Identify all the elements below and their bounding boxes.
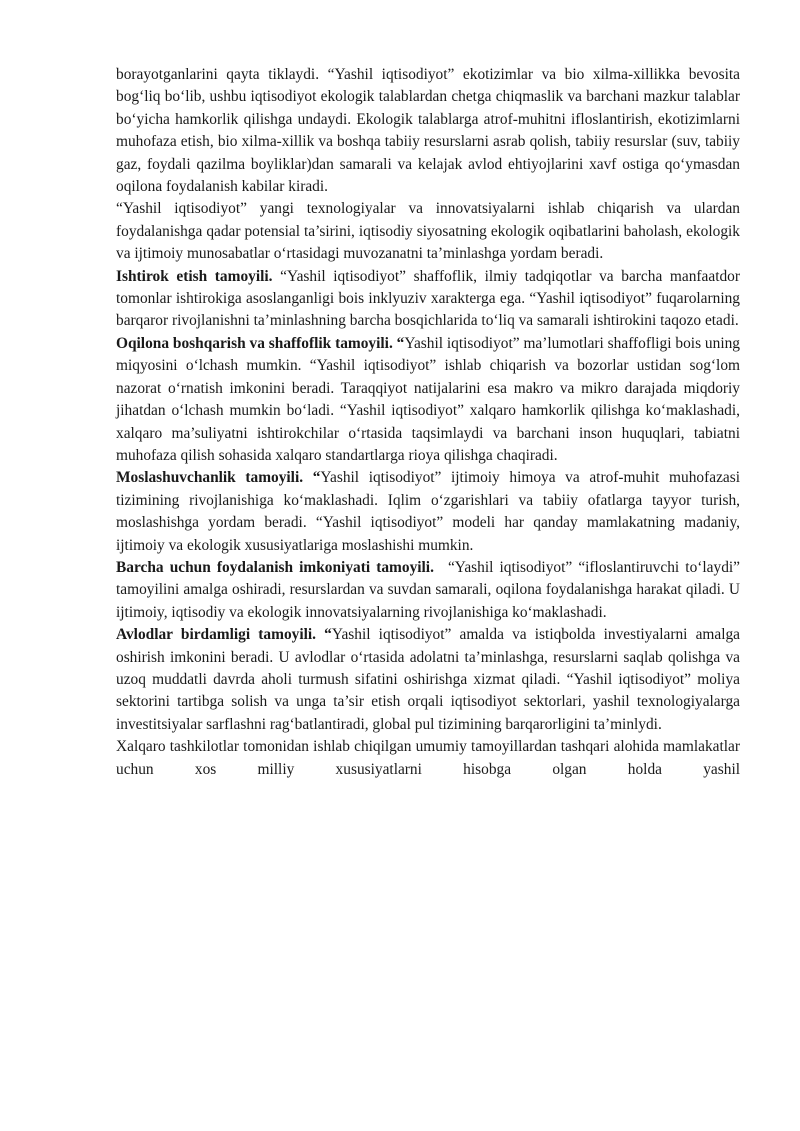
paragraph-4-text: Yashil iqtisodiyot” ma’lumotlari shaffofligi bois uning miqyosini o‘lchash mumkin. “Yashil iqtisodiyot” ishlab chiqarish va bozorlar ustidan sog‘lom nazorat o‘rnatish imkonini beradi. Taraqqiyot natijalarini esa makro va mikro darajada miqdoriy jihatdan o‘lchash mumkin bo‘ladi. “Yashil iqtisodiyot” xalqaro hamkorlik qilishga ko‘maklashadi, xalqaro ma’suliyatni ishtirokchilar o‘rtasida taqsimlaydi va barchani inson huquqlari, tabiatni muhofaza qilish sohasida xalqaro standartlarga rioya qilishga chaqiradi. <box>116 334 740 464</box>
paragraph-7-heading: Avlodlar birdamligi tamoyili. “ <box>116 626 332 644</box>
paragraph-8-text: Xalqaro tashkilotlar tomonidan ishlab chiqilgan umumiy tamoyillardan tashqari alohida mamlakatlar uchun xos milliy xususiyatlarni hisobga olgan holda yashil <box>116 738 740 778</box>
paragraph-5-text: Yashil iqtisodiyot” ijtimoiy himoya va atrof-muhit muhofazasi tizimining rivojlanishiga ko‘maklashadi. Iqlim o‘zgarishlari va tabiiy ofatlarga tayyor turish, moslashishga yordam beradi. “Yashil iqtisodiyot” modeli har qanday mamlakatning madaniy, ijtimoiy va ekologik xususiyatlariga moslashishi mumkin. <box>116 469 741 554</box>
paragraph-2 <box>116 198 740 265</box>
paragraph-3-text: “Yashil iqtisodiyot” shaffoflik, ilmiy tadqiqotlar va barcha manfaatdor tomonlar ishtirokiga asoslanganligi bois inklyuziv xarakterga ega. “Yashil iqtisodiyot” fuqarolarning barqaror rivojlanishni ta’minlashning barcha bosqichlarida to‘liq va samarali ishtirokini taqozo etadi. <box>116 267 740 330</box>
paragraph-5 <box>116 467 740 557</box>
paragraph-3-heading: Ishtirok etish tamoyili. <box>116 267 273 285</box>
paragraph-3 <box>116 266 740 333</box>
paragraph-6-heading: Barcha uchun foydalanish imkoniyati tamoyili. <box>116 558 434 576</box>
paragraph-4-heading: Oqilona boshqarish va shaffoflik tamoyili. “ <box>116 334 405 352</box>
paragraph-6-text: “Yashil iqtisodiyot” “ifloslantiruvchi to‘laydi” tamoyilini amalga oshiradi, resurslardan va suvdan samarali, oqilona foydalanishga harakat qiladi. U ijtimoiy, iqtisodiy va ekologik innovatsiyalarning rivojlanishiga ko‘maklashadi. <box>116 558 740 621</box>
paragraph-4 <box>116 333 740 467</box>
paragraph-8 <box>116 736 740 781</box>
paragraph-1 <box>116 64 740 198</box>
paragraph-1-text: borayotganlarini qayta tiklaydi. “Yashil iqtisodiyot” ekotizimlar va bio xilma-xillikka bevosita bog‘liq bo‘lib, ushbu iqtisodiyot ekologik talablardan chetga chiqmaslik va barchani mazkur talablar bo‘yicha hamkorlik qilishga undaydi. Ekologik talablarga atrof-muhitni ifloslantirish, ekotizimlarni muhofaza etish, bio xilma-xillik va boshqa tabiiy resurslarni asrab qolish, tabiiy resurslar (suv, tabiiy gaz, foydali qazilma boyliklar)dan samarali va kelajak avlod ehtiyojlarini xavf ostiga qo‘ymasdan oqilona foydalanish kabilar kiradi. <box>116 66 740 196</box>
document-page <box>116 64 740 781</box>
paragraph-7-text: Yashil iqtisodiyot” amalda va istiqbolda investiyalarni amalga oshirish imkonini beradi. U avlodlar o‘rtasida adolatni ta’minlashga, resurslarni saqlab qolishga va uzoq muddatli davrda aholi turmush sifatini oshirishga xizmat qiladi. “Yashil iqtisodiyot” moliya sektorini tartibga solish va unga ta’sir etish orqali iqtisodiyot sektorlari, yashil texnologiyalarga investitsiyalar sarflashni rag‘batlantiradi, global pul tizimining barqarorligini ta’minlydi. <box>116 626 741 733</box>
paragraph-7 <box>116 624 740 736</box>
paragraph-6 <box>116 557 740 624</box>
paragraph-2-text: “Yashil iqtisodiyot” yangi texnologiyalar va innovatsiyalarni ishlab chiqarish va ulardan foydalanishga qadar potensial ta’sirini, iqtisodiy siyosatning ekologik oqibatlarini baholash, ekologik va ijtimoiy munosabatlar o‘rtasidagi muvozanatni ta’minlashga yordam beradi. <box>116 200 740 263</box>
paragraph-5-heading: Moslashuvchanlik tamoyili. “ <box>116 469 321 487</box>
